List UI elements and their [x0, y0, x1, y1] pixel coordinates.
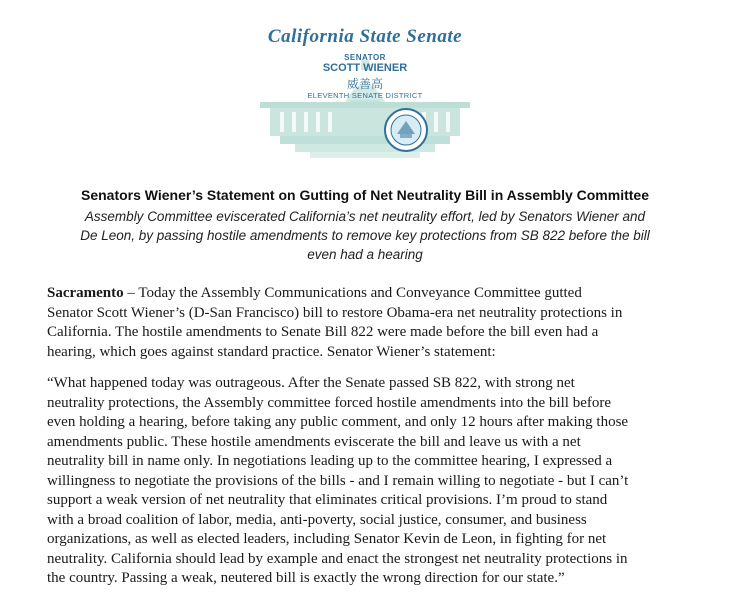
- district-label: ELEVENTH SENATE DISTRICT: [307, 91, 423, 100]
- paragraph-line: the country. Passing a weak, neutered bill is exactly the wrong direction for our state.”: [47, 570, 565, 586]
- press-release-subhead: [30, 207, 700, 264]
- paragraph-line: organizations, as well as elected leaders, including Senator Kevin de Leon, in fighting for net: [47, 531, 607, 547]
- paragraph-line: support a weak version of net neutrality that eliminates critical provisions. I’m proud to stand: [47, 492, 608, 508]
- senator-label: SENATOR: [344, 53, 386, 62]
- paragraph-line: “What happened today was outrageous. After the Senate passed SB 822, with strong net: [47, 375, 575, 391]
- paragraph-line: even holding a hearing, before taking any public comment, and only 12 hours after making those: [47, 414, 629, 430]
- paragraph-line: hearing, which goes against standard practice. Senator Wiener’s statement:: [47, 343, 496, 360]
- dateline: Sacramento: [47, 285, 124, 301]
- paragraph-line-text: – Today the Assembly Communications and Conveyance Committee gutted: [123, 285, 582, 301]
- subhead-line: De Leon, by passing hostile amendments to remove key protections from SB 822 before the bill: [80, 228, 650, 243]
- paragraph-line: neutrality protections, the Assembly committee forced hostile amendments into the bill before: [47, 394, 612, 411]
- intro-paragraph: [47, 284, 687, 362]
- paragraph-line: neutrality bill in name only. In negotiations leading up to the committee hearing, I expressed a: [47, 453, 613, 469]
- paragraph-line: Senator Scott Wiener’s (D-San Francisco) bill to restore Obama-era net neutrality protections in: [47, 304, 623, 321]
- subhead-line: Assembly Committee eviscerated California’s net neutrality effort, led by Senators Wiener and: [84, 209, 646, 224]
- paragraph-line: willingness to negotiate the provisions of the bills - and I remain willing to negotiate - but I can’t: [47, 472, 629, 489]
- letterhead: [240, 20, 490, 170]
- paragraph-line: [47, 284, 687, 304]
- letterhead-title: California State Senate: [267, 26, 463, 47]
- paragraph-line: with a broad coalition of labor, media, anti-poverty, social justice, consumer, and business: [47, 511, 587, 528]
- subhead-line: even had a hearing: [307, 247, 423, 262]
- quote-paragraph: [47, 374, 687, 589]
- paragraph-line: California. The hostile amendments to Senate Bill 822 were made before the bill even had a: [47, 324, 599, 340]
- senate-seal-icon: [383, 107, 429, 153]
- press-release-headline: Senators Wiener’s Statement on Gutting of Net Neutrality Bill in Assembly Committee: [80, 187, 649, 203]
- senator-name: SCOTT WIENER: [322, 62, 408, 74]
- paragraph-line: amendments public. These hostile amendments eviscerate the bill and leave us with a net: [47, 433, 581, 450]
- senator-chinese-name: 威善高: [346, 77, 383, 91]
- paragraph-line: neutrality. California should lead by example and enact the strongest net neutrality protections in: [47, 550, 628, 567]
